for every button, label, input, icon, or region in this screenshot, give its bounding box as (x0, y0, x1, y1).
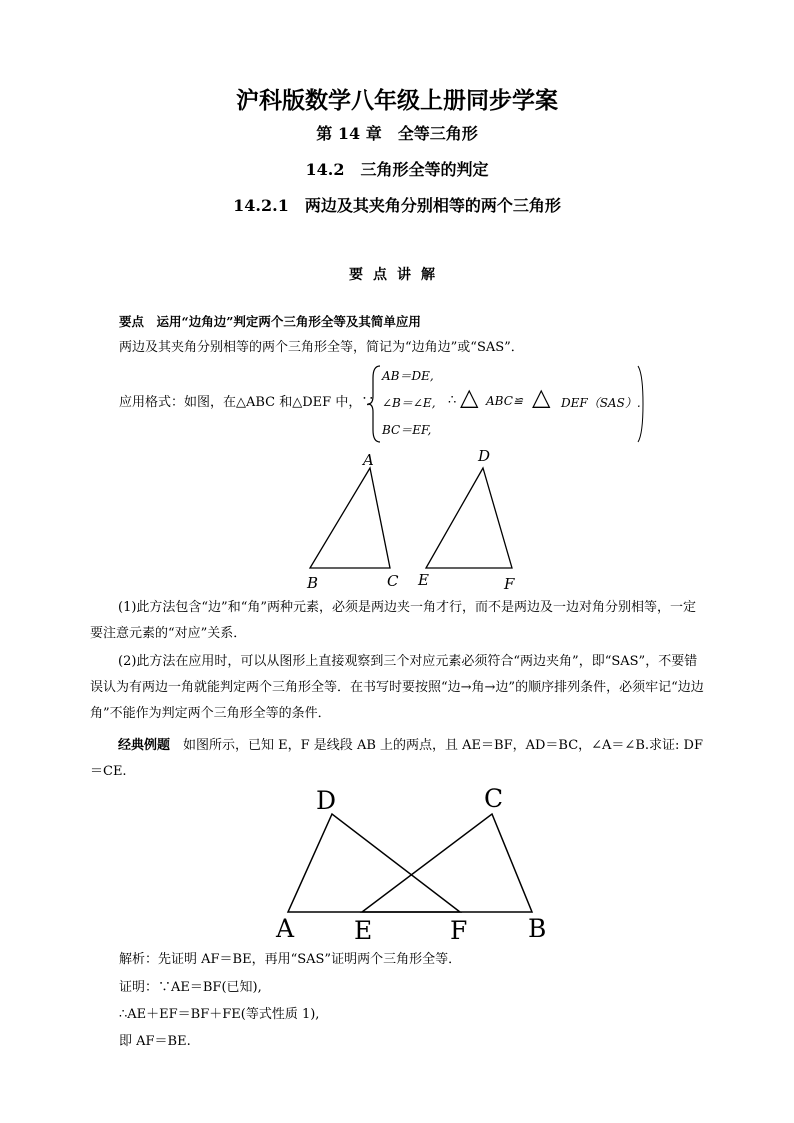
point-label-c: C (484, 784, 504, 813)
point-label-f: F (450, 916, 468, 945)
proof-line-1: 证明：∵AE＝BF(已知), (119, 980, 262, 995)
example-paragraph (90, 733, 704, 785)
triangle-symbol-icon: △ (532, 383, 551, 411)
section-heading: 14.2 三角形全等的判定 (305, 160, 489, 179)
proof-line-2: ∴AE＋EF＝BF＋FE(等式性质 1), (119, 1007, 320, 1022)
vertex-label-d: D (478, 447, 491, 465)
example-text: 如图所示，已知 E，F 是线段 AB 上的两点，且 AE＝BF，AD＝BC，∠A＝∠B.求证: DF＝CE. (90, 738, 703, 779)
key-points-heading: 要点讲解 (349, 267, 445, 283)
vertex-label-a: A (363, 451, 374, 469)
vertex-label-b: B (307, 574, 319, 592)
right-brace (636, 364, 646, 444)
vertex-label-c: C (387, 572, 399, 590)
example-label: 经典例题 (118, 738, 171, 753)
left-brace (368, 364, 382, 444)
solution-analysis: 解析：先证明 AF＝BE，再用“SAS”证明两个三角形全等． (119, 952, 462, 967)
condition-2: ∠B＝∠E, (382, 396, 436, 410)
triangle-symbol-icon: △ (460, 383, 479, 411)
point-label-a: A (276, 914, 295, 943)
conclusion-def: DEF（SAS）. (561, 396, 641, 410)
condition-3: BC＝EF, (382, 423, 432, 437)
triangle-adf (288, 814, 460, 912)
chapter-heading: 第 14 章 全等三角形 (316, 124, 478, 143)
triangle-abc (310, 468, 390, 568)
vertex-label-e: E (418, 571, 429, 589)
triangle-def (426, 468, 512, 568)
key-point-statement: 两边及其夹角分别相等的两个三角形全等，简记为“边角边”或“SAS”． (119, 340, 524, 355)
proof-line-3: 即 AF＝BE. (119, 1034, 191, 1049)
conclusion-abc: ABC≌ (486, 394, 523, 408)
point-label-b: B (528, 914, 547, 943)
triangle-bce (362, 814, 532, 912)
application-format-label: 应用格式：如图，在△ABC 和△DEF 中，∵ (119, 395, 375, 410)
point-label-d: D (316, 786, 337, 815)
subsection-heading: 14.2.1 两边及其夹角分别相等的两个三角形 (233, 196, 561, 215)
key-point-label: 要点 运用“边角边”判定两个三角形全等及其简单应用 (119, 314, 421, 329)
document-title: 沪科版数学八年级上册同步学案 (236, 87, 558, 114)
vertex-label-f: F (504, 575, 515, 593)
condition-1: AB＝DE, (382, 369, 434, 383)
note-2: (2)此方法在应用时，可以从图形上直接观察到三个对应元素必须符合“两边夹角”，即“SAS”，不要错误认为有两边一角就能判定两个三角形全等．在书写时要按照“边→角→边”的顺序排列条件，必须牢记“边边角”不能作为判定两个三角形全等的条件． (90, 654, 704, 721)
figure-example-triangles (270, 790, 560, 940)
point-label-e: E (354, 916, 373, 945)
therefore-symbol: ∴ (448, 393, 457, 408)
note-1: (1)此方法包含“边”和“角”两种元素，必须是两边夹一角才行，而不是两边及一边对角分别相等，一定要注意元素的“对应”关系． (90, 600, 696, 641)
